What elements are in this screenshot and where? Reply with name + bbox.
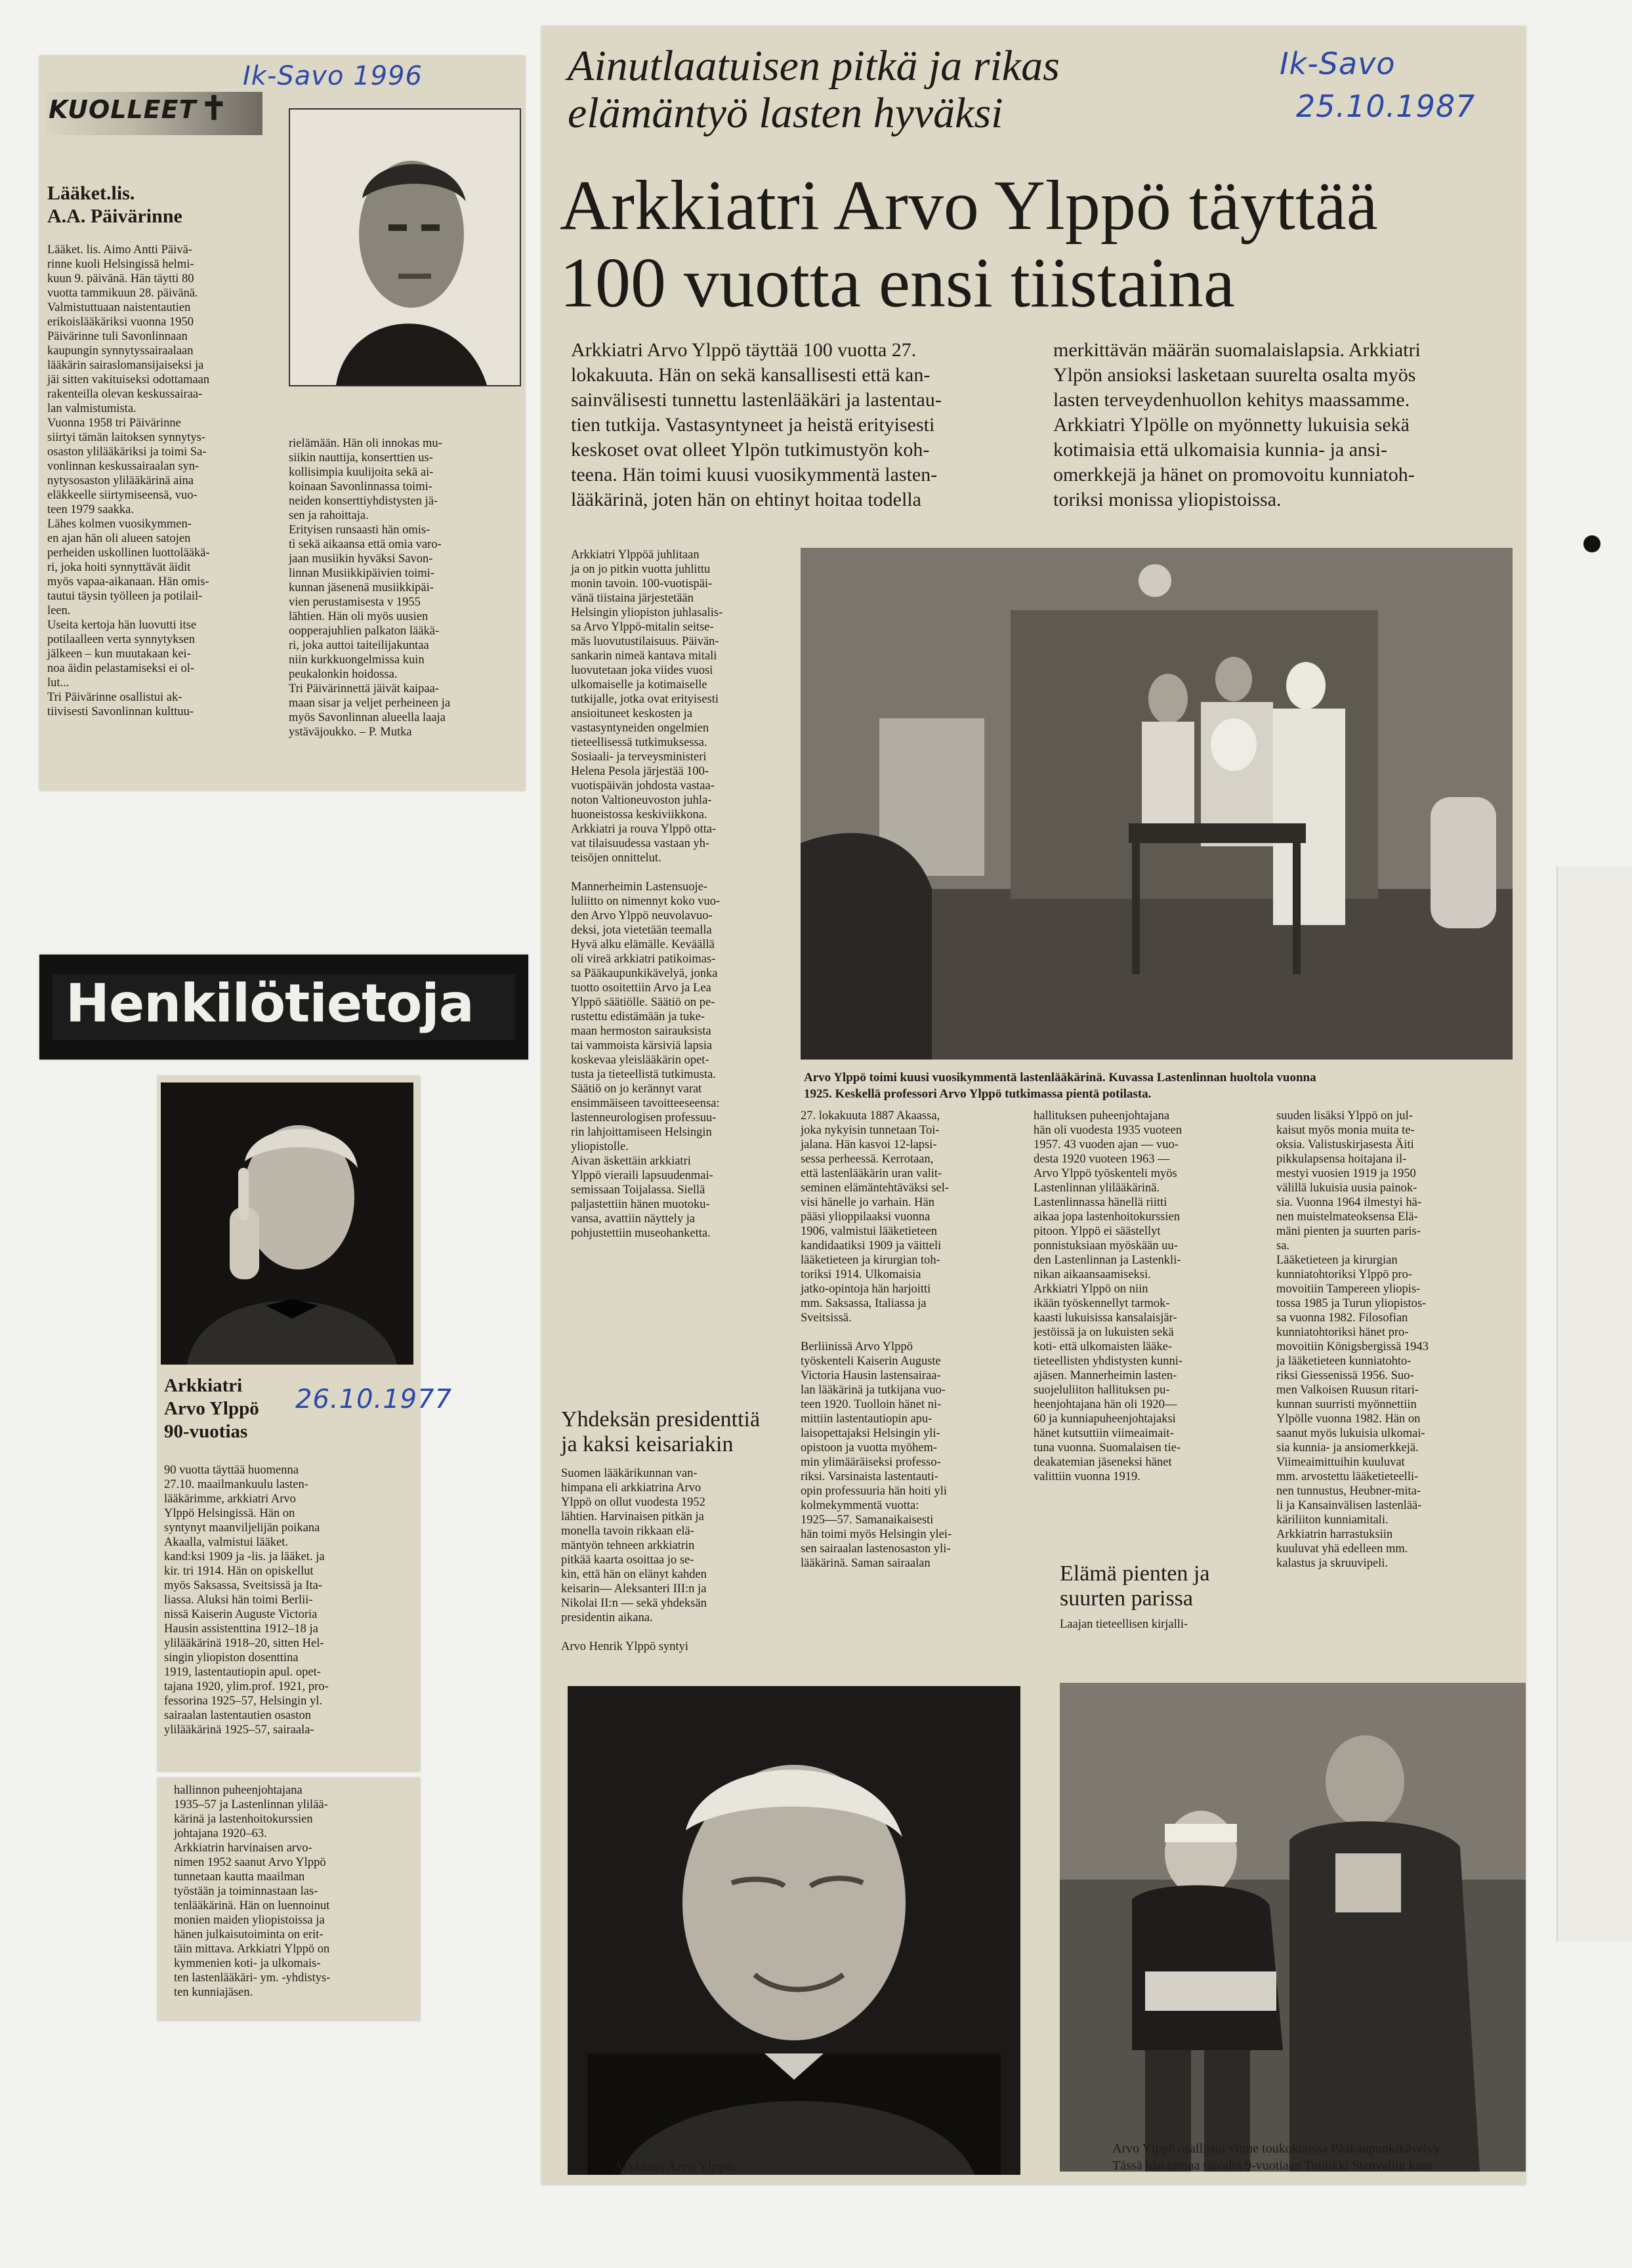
col-c: hallituksen puheenjohtajana hän oli vuodesta 1935 vuoteen 1957. 43 vuoden ajan — vuo- desta 1920 vuoteen 1963 — Arvo Ylppö työskenteli myös Lastenlinnan ylilääkärinä. Lastenlinnassa hänellä riitti aikaa jopa lastenhoitokurssien pitoon. Ylppö ei säästellyt ponnistuksiaan myöskään uu- den Lastenlinnan ja Lastenkli- nikan aikaansaamiseksi. Arkkiatri Ylppö on niin ikään työskennellyt tarmok- kaasti lukuisissa kansalaisjär- jestöissä ja on lukuisten sekä koti- että ulkomaisten lääke- tieteellisten yhdistysten kunni- ajäsen. Mannerheimin lasten- suojeluliiton hallituksen pu- heenjohtajana hän oli 1920— 60 ja kunniapuheenjohtajaksi hänet kutsuttiin viimeaimait- tuna vuonna. Suomalaisen tie- deakatemian jäseneksi hänet valittiin vuonna 1919. xyxy=(1034,1109,1183,1483)
handwritten-source-note: Ik-Savo 1996 xyxy=(243,61,423,91)
banner-label: Henkilötietoja xyxy=(66,973,474,1034)
walk-caption: Arvo Ylppö osallistui viime toukokuussa Pääkaupunkikävelyy Tässä hän taittaa taivalta 9-vuotiaan Tuulikki Stenvallin kans xyxy=(1112,2141,1440,2173)
subhead-presidentit: Yhdeksän presidenttiä ja kaksi keisariakin xyxy=(561,1407,761,1456)
portrait-caption: Arkkiatri Arvo Ylppö. xyxy=(614,2158,736,2174)
handwritten-date-1977: 26.10.1977 xyxy=(295,1384,453,1414)
handwritten-date-1987: 25.10.1987 xyxy=(1296,89,1476,124)
walk-image xyxy=(1060,1683,1526,2172)
page-tab-edge xyxy=(1557,866,1632,1942)
obituary-headline: Lääket.lis. A.A. Päivärinne xyxy=(47,182,182,227)
col-a-bottom: Suomen lääkärikunnan van- himpana eli arkkiatrina Arvo Ylppö on ollut vuodesta 1952 lähtien. Harvinaisen pitkän ja monella tavoin rikkaan elä- mäntyön tehneen arkkiatrin pitkää kaarta osoittaa jo se- kin, että hän on elänyt kahden keisarin— Aleksanteri III:n ja Nikolai II:n — sekä yhdeksän presidentin aikana. Arvo Henrik Ylppö syntyi xyxy=(561,1467,707,1653)
walk-photo xyxy=(1060,1683,1526,2172)
ninety-headline: Arkkiatri Arvo Ylppö 90-vuotias xyxy=(164,1375,259,1442)
kicker: Ainutlaatuisen pitkä ja rikas elämäntyö lasten hyväksi xyxy=(568,42,1060,137)
col-d: suuden lisäksi Ylppö on jul- kaisut myös monia muita te- oksia. Valistuskirjasesta Äiti pikkulapsensa hoitajana il- mestyi vuosien 1919 ja 1950 välillä lukuisia uusia painok- sia. Vuonna 1964 ilmestyi hä- nen muistelmateoksensa Elä- mäni pienten ja suurten paris- sa. Lääketieteen ja kirurgian kunniatohtoriksi Ylppö pro- movoitiin Tampereen yliopis- tossa 1985 ja Turun yliopistos- sa vuonna 1982. Filosofian kunniatohtoriksi hänet pro- movoitiin Königsbergissä 1943 ja lääketieteen kunniatohto- riksi Giessenissä 1956. Suo- men Valkoisen Ruusun ritari- kunnan suurristi myönnettiin Ylpölle vuonna 1982. Hän on saanut myös lukuisia ulkomai- sia kunnia- ja ansiomerkkejä. Viimeaimittuihin kuuluvat mm. arvostettu lääketieteelli- nen tunnustus, Heubner-mita- li ja Kansainvälisen lastenlää- käriliiton kunniamitali. Arkkiatrin harrastuksiin kuuluvat yhä edelleen mm. kalastus ja skruuvipeli. xyxy=(1276,1109,1429,1570)
binder-hole-top xyxy=(1583,535,1601,552)
subhead-elama: Elämä pienten ja suurten parissa xyxy=(1060,1561,1210,1611)
main-headline: Arkkiatri Arvo Ylppö täyttää 100 vuotta ensi tiistaina xyxy=(560,167,1378,322)
section-label: KUOLLEET xyxy=(49,95,197,124)
portrait-photo-ylppo-1987 xyxy=(568,1686,1020,2175)
henkilotietoja-banner xyxy=(39,955,528,1060)
col-c-bottom: Laajan tieteellisen kirjalli- xyxy=(1060,1618,1188,1631)
clinic-photo-caption: Arvo Ylppö toimi kuusi vuosikymmentä lastenlääkärinä. Kuvassa Lastenlinnan huoltola vuonna 1925. Keskellä professori Arvo Ylppö tutkimassa pientä potilasta. xyxy=(804,1071,1316,1101)
clinic-image xyxy=(801,548,1513,1060)
clinic-photo-1925 xyxy=(801,548,1513,1060)
ninety-years-clipping xyxy=(157,1076,453,1771)
portrait-photo-ylppo-1977 xyxy=(161,1082,413,1365)
obituary-body-col1: Lääket. lis. Aimo Antti Päivä- rinne kuoli Helsingissä helmi- kuun 9. päivänä. Hän täytti 80 vuotta tammikuun 28. päivänä. Valmistuttuaan naistentautien erikoislääkäriksi vuonna 1950 Päivärinne tuli Savonlinnaan kaupungin synnytyssairaalaan lääkärin sairaslomansijaiseksi ja jäi sitten vakituiseksi odottamaan rakenteilla olevan keskussairaa- lan valmistumista. Vuonna 1958 tri Päivärinne siirtyi tämän laitoksen synnytys- osaston ylilääkäriksi ja toimi Sa- vonlinnan keskussairaalan syn- nytysosaston ylilääkärinä aina eläkkeelle siirtymiseensä, vuo- teen 1979 saakka. Lähes kolmen vuosikymmen- en ajan hän oli alueen satojen perheiden uskollinen luottolääkä- ri, joka hoiti synnyttävät äidit myös vapaa-aikanaan. Hän omis- tautui täysin työlleen ja potilail- leen. Useita kertoja hän luovutti itse potilaalleen verta synnytyksen jälkeen – kun muutakaan kei- noa äidin pelastamiseksi ei ol- lut... Tri Päivärinne osallistui ak- tiivisesti Savonlinnan kulttuu- xyxy=(47,243,210,718)
col-b: 27. lokakuuta 1887 Akaassa, joka nykyisin tunnetaan Toi- jalana. Hän kasvoi 12-lapsi- sessa perheessä. Kerrotaan, että lastenlääkärin uran valit- seminen elämäntehtäväksi sel- visi hänelle jo varhain. Hän pääsi ylioppilaaksi vuonna 1906, valmistui lääketieteen kandidaatiksi 1909 ja väitteli lääketieteen ja kirurgian toh- toriksi 1914. Ulkomaisia jatko-opintoja hän harjoitti mm. Saksassa, Italiassa ja Sveitsissä. Berliinissä Arvo Ylppö työskenteli Kaiserin Auguste Victoria Hausin lastensairaa- lan lääkärinä ja tutkijana vuo- teen 1920. Tuolloin hänet ni- mittiin lastentautiopin apu- laisopettajaksi Helsingin yli- opistoon ja vuotta myöhem- min ylimääräiseksi professo- riksi. Varsinaista lastentauti- opin professuuria hän hoiti yli kolmekymmentä vuotta: 1925—57. Samanaikaisesti hän toimi myös Helsingin ylei- sen sairaalan lastenosaston yli- lääkärinä. Saman sairaalan xyxy=(801,1109,952,1570)
main-article-clipping xyxy=(541,26,1526,2185)
obituary-body-col2: rielämään. Hän oli innokas mu- siikin nauttija, konserttien us- kollisimpia kuulijoita sekä ai- koinaan Savonlinnassa toimi- neiden konserttiyhdistysten jä- sen ja rahoittaja. Erityisen runsaasti hän omis- tì sekä aikaansa että omia varo- jaan musiikin hyväksi Savon- linnan Musiikkipäivien toimi- kunnan jäsenenä musiikkipäi- vien perustamisesta v 1955 lähtien. Hän oli myös uusien oopperajuhlien palkaton lääkä- ri, joka auttoi taiteilijakuntaa niin kurkkuongelmissa kuin peukalonkin hoidossa. Tri Päivärinnettä jäivät kaipaa- maan sisar ja veljet perheineen ja myös Savonlinnan alueella laaja ystäväjoukko. – P. Mutka xyxy=(289,437,451,739)
cross-icon: ✝ xyxy=(200,89,228,127)
ninety-years-clipping-continued xyxy=(157,1778,420,2021)
lead-right: merkittävän määrän suomalaislapsia. Arkkiatri Ylpön ansioksi lasketaan suurelta osalta myös lasten terveydenhuollon kehitys maassamme. Arkkiatri Ylpölle on myönnetty lukuisia sekä kotimaisia että ulkomaisia kunnia- ja ansi- omerkkejä ja hänet on promovoitu kunniatoh- toriksi monissa yliopistoissa. xyxy=(1053,339,1421,510)
ninety-body-continued: hallinnon puheenjohtajana 1935–57 ja Lastenlinnan ylilää- kärinä ja lastenhoitokurssien johtajana 1920–63. Arkkiatrin harvinaisen arvo- nimen 1952 saanut Arvo Ylppö tunnetaan kautta maailman työstään ja toiminnastaan las- tenlääkärinä. Hän on luennoinut monien maiden yliopistoissa ja hänen julkaisutoiminta on erit- täin mittava. Arkkiatri Ylppö on kymmenien koti- ja ulkomais- ten lastenlääkäri- ym. -yhdistys- ten kunniajäsen. xyxy=(174,1784,331,1999)
handwritten-source: Ik-Savo xyxy=(1280,46,1396,81)
ninety-body: 90 vuotta täyttää huomenna 27.10. maailmankuulu lasten- lääkärimme, arkkiatri Arvo Ylppö Helsingissä. Hän on syntynyt maanviljelijän poikana Akaalla, valmistui lääket. kand:ksi 1909 ja -lis. ja lääket. ja kir. tri 1914. Hän on opiskellut myös Saksassa, Sveitsissä ja Ita- liassa. Aluksi hän toimi Berlii- nissä Kaiserin Auguste Victoria Hausin assistenttina 1912–18 ja ylilääkärinä 1918–20, sitten Hel- singin yliopiston dosenttina 1919, lastentautiopin apul. opet- tajana 1920, ylim.prof. 1921, pro- fessorina 1925–57, Helsingin yl. sairaalan lastentautien osaston ylilääkärinä 1925–57, sairaala- xyxy=(164,1464,329,1737)
portrait-image xyxy=(290,110,520,385)
portrait-image xyxy=(161,1082,413,1365)
lead-left: Arkkiatri Arvo Ylppö täyttää 100 vuotta 27. lokakuuta. Hän on sekä kansallisesti että kan- sainvälisesti tunnettu lastenlääkäri ja lastentau- tien tutkija. Vastasyntyneet ja heistä erityisesti keskoset ovat olleet Ylpön tutkimustyön koh- teena. Hän toimi kuusi vuosikymmentä lasten- lääkärinä, joten hän on ehtinyt hoitaa todella xyxy=(571,339,942,510)
portrait-image xyxy=(568,1686,1020,2175)
obituary-clipping xyxy=(39,56,525,791)
col-a-top: Arkkiatri Ylppöä juhlitaan ja on jo pitkin vuotta juhlittu monin tavoin. 100-vuotispäi- vänä tiistaina järjestetään Helsingin yliopiston juhlasalis- sa Arvo Ylppö-mitalin seitse- mäs luovutustilaisuus. Päivän- sankarin nimeä kantava mitali luovutetaan joka viides vuosi ulkomaiselle ja kotimaiselle tutkijalle, jotka ovat erityisesti ansioituneet keskosten ja vastasyntyneiden ongelmien tieteellisessä tutkimuksessa. Sosiaali- ja terveysministeri Helena Pesola järjestää 100- vuotispäivän johdosta vastaa- noton Valtioneuvoston juhla- huoneistossa keskiviikkona. Arkkiatri ja rouva Ylppö otta- vat tilaisuudessa vastaan yh- teisöjen onnittelut. Mannerheimin Lastensuoje- luliitto on nimennyt koko vuo- den Arvo Ylppö neuvolavuo- deksi, jota vietetään teemalla Hyvä alku elämälle. Keväällä oli vireä arkkiatri patikoimas- sa Pääkaupunkikävelyä, jonka tuotto osoitettiin Arvo ja Lea Ylppö säätiölle. Säätiö on pe- rustettu edistämään ja tuke- maan hermoston sairauksista tai vammoista kärsiviä lapsia koskevaa yleislääkärin opet- tusta ja tieteellistä tutkimusta. Säätiö on jo kerännyt varat ensimmäiseen tavoitteeseensa: lastenneurologisen professuu- rin lahjoittamiseen Helsingin yliopistolle. Aivan äskettäin arkkiatri Ylppö vieraili lapsuudenmai- semissaan Toijalassa. Siellä paljastettiin hänen muotoku- vansa, avattiin näyttely ja pohjustettiin museohanketta. xyxy=(571,548,723,1240)
portrait-photo-paivarinne xyxy=(289,108,521,386)
